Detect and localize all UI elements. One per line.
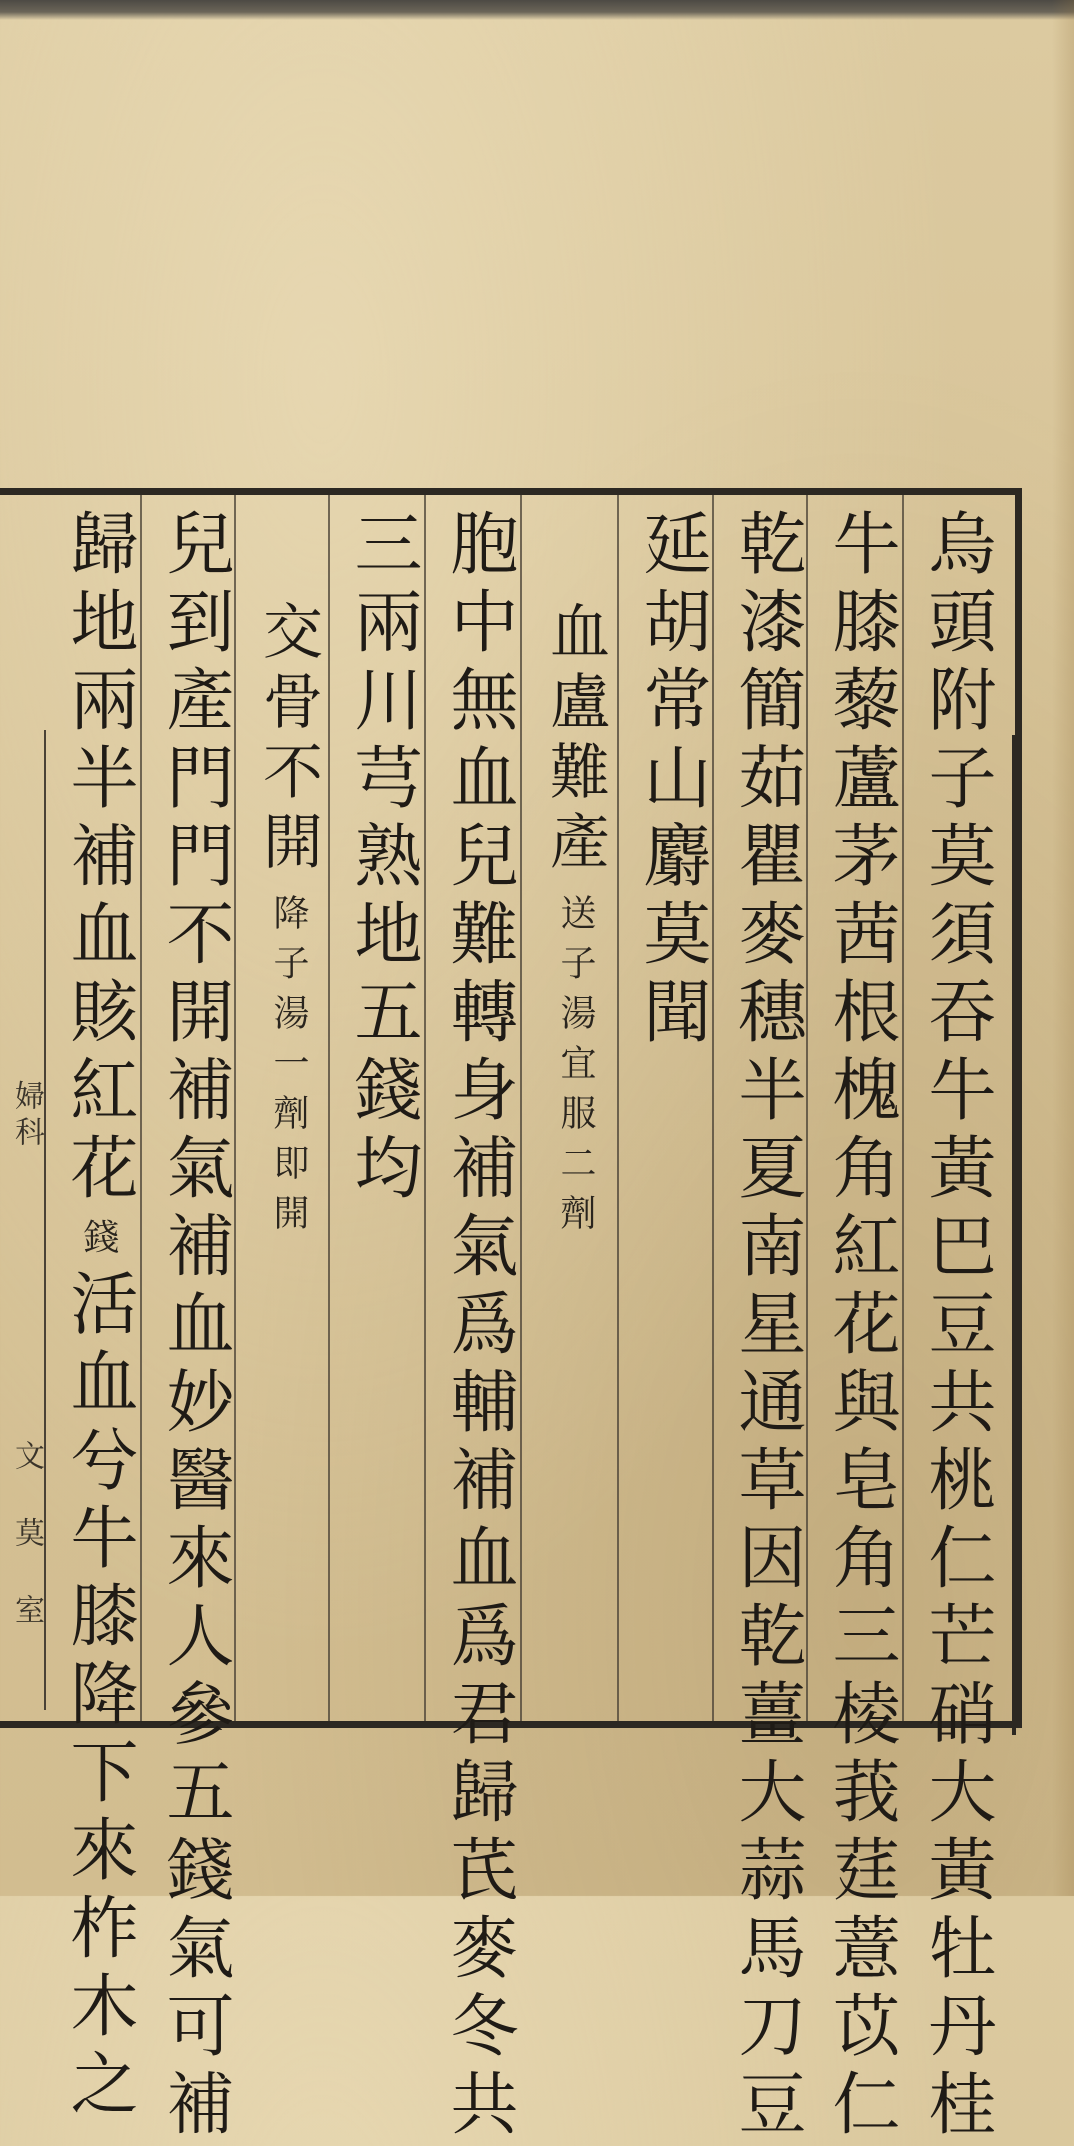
text-column-9: 兒到產門門不開補氣補血妙醫來人參五錢氣可補 [155, 508, 234, 2146]
prescription-note-songzi: 送子湯宜服二劑 [555, 894, 596, 1244]
section-heading-difficult-birth: 血盧難產 [540, 600, 610, 880]
column-rule [617, 495, 619, 1721]
text-column-6: 胞中無血兒難轉身補氣爲輔補血爲君歸芪麥冬共 [439, 508, 518, 2146]
section-heading-pelvic-bone: 交骨不開 [253, 600, 323, 880]
column-rule [140, 495, 142, 1721]
column-10-part-1: 歸地兩半補血賅紅花 [59, 508, 138, 1210]
text-column-1: 烏頭附子莫須吞牛黃巴豆共桃仁芒硝大黃牡丹桂 [917, 508, 996, 2146]
column-rule [806, 495, 808, 1721]
text-column-3: 乾漆簡茹瞿麥穗半夏南星通草因乾薑大蒜馬刀豆 [727, 508, 806, 2146]
column-rule [902, 495, 904, 1721]
page-spine-shadow [1052, 0, 1074, 1896]
text-column-10 [58, 508, 138, 2126]
margin-hall-label: 文 莫 室 [9, 1440, 44, 1630]
column-rule [424, 495, 426, 1721]
text-column-5 [535, 508, 615, 1244]
column-rule [328, 495, 330, 1721]
column-rule [712, 495, 714, 1721]
column-rule [520, 495, 522, 1721]
column-rule [234, 495, 236, 1721]
text-column-2: 牛膝藜蘆茅茜根槐角紅花與皂角三棱莪莛薏苡仁 [821, 508, 900, 2146]
prescription-note-jiangzi: 降子湯一劑即開 [268, 894, 309, 1244]
column-10-note: 錢 [78, 1218, 119, 1268]
text-column-7: 三兩川芎熟地五錢均 [343, 508, 422, 1210]
margin-chapter-label: 婦科 [9, 1080, 44, 1152]
book-top-edge [0, 0, 1074, 20]
text-column-8 [248, 508, 328, 1244]
column-10-part-2: 活血兮牛膝降下來柞木之 [59, 1268, 138, 2126]
text-column-4: 延胡常山麝莫聞 [632, 508, 711, 1054]
